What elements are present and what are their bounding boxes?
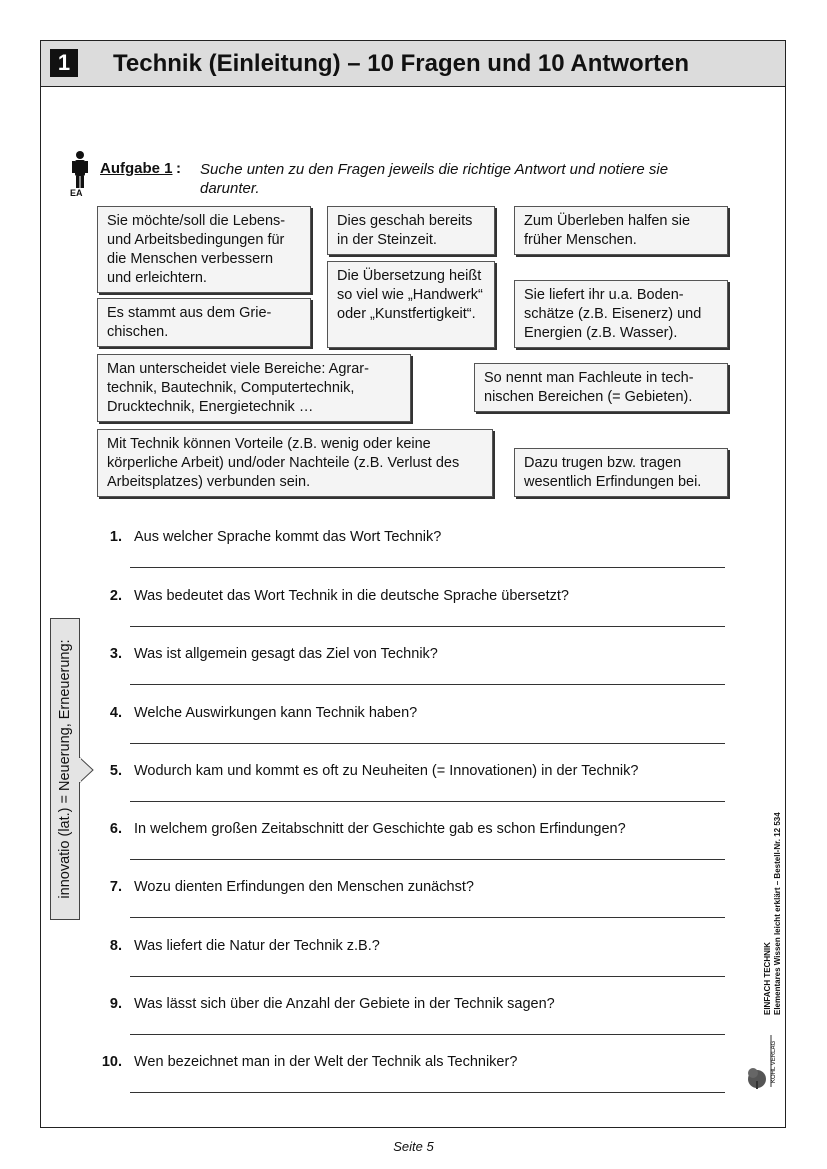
side-note-text: innovatio (lat.) = Neuerung, Erneuerung: [57, 639, 73, 899]
question-number: 10. [101, 1054, 122, 1070]
question-text: Was bedeutet das Wort Technik in die deutsche Sprache übersetzt? [134, 588, 569, 604]
pointer-arrow-icon [79, 757, 95, 783]
question-text: In welchem großen Zeitabschnitt der Geschichte gab es schon Erfindungen? [134, 821, 626, 837]
question-text: Aus welcher Sprache kommt das Wort Technik? [134, 529, 442, 545]
page-frame [40, 40, 786, 1128]
answer-line[interactable] [130, 976, 725, 977]
question-text: Wen bezeichnet man in der Welt der Technik als Techniker? [134, 1054, 518, 1070]
question-number: 9. [109, 996, 122, 1012]
publisher-logo-icon [745, 1025, 781, 1091]
question-number: 7. [109, 879, 122, 895]
answer-line[interactable] [130, 917, 725, 918]
question-number: 8. [109, 938, 122, 954]
question-number: 4. [109, 705, 122, 721]
answer-box: Zum Überleben halfen sie früher Menschen. [514, 206, 728, 255]
question-text: Was lässt sich über die Anzahl der Gebiete in der Technik sagen? [134, 996, 555, 1012]
answer-box: Dies geschah bereits in der Steinzeit. [327, 206, 495, 255]
question-text: Was ist allgemein gesagt das Ziel von Technik? [134, 646, 438, 662]
question-number: 3. [109, 646, 122, 662]
logo-text: KOHL VERLAG [771, 1040, 777, 1083]
question-text: Wozu dienten Erfindungen den Menschen zunächst? [134, 879, 474, 895]
task-label: Aufgabe 1 [100, 160, 173, 177]
answer-box: Es stammt aus dem Grie-chischen. [97, 298, 311, 347]
reference-line-2: Elementares Wissen leicht erklärt – Bestell-Nr. 12 534 [773, 812, 782, 1015]
reference-line-1: EINFACH TECHNIK [763, 942, 772, 1015]
task-number: 1 [50, 49, 78, 77]
answer-box: Mit Technik können Vorteile (z.B. wenig oder keine körperliche Arbeit) und/oder Nachteile (z.B. Verlust des Arbeitsplatzes) verbunden sein. [97, 429, 493, 497]
question-number: 2. [109, 588, 122, 604]
answer-line[interactable] [130, 801, 725, 802]
ea-badge: EA [70, 188, 83, 198]
question-text: Wodurch kam und kommt es oft zu Neuheiten (= Innovationen) in der Technik? [134, 763, 639, 779]
task-instruction: Suche unten zu den Fragen jeweils die richtige Antwort und notiere sie darunter. [200, 161, 669, 197]
answer-line[interactable] [130, 1092, 725, 1093]
question-number: 5. [109, 763, 122, 779]
question-text: Was liefert die Natur der Technik z.B.? [134, 938, 380, 954]
question-number: 1. [109, 529, 122, 545]
answer-line[interactable] [130, 684, 725, 685]
answer-line[interactable] [130, 859, 725, 860]
order-reference [763, 812, 783, 1015]
page-number: Seite 5 [393, 1139, 434, 1154]
answer-box: Sie liefert ihr u.a. Boden-schätze (z.B. Eisenerz) und Energien (z.B. Wasser). [514, 280, 728, 348]
answer-box: Sie möchte/soll die Lebens- und Arbeitsbedingungen für die Menschen verbessern und erleichtern. [97, 206, 311, 293]
page-title: Technik (Einleitung) – 10 Fragen und 10 Antworten [113, 50, 690, 77]
question-number: 6. [109, 821, 122, 837]
answer-line[interactable] [130, 1034, 725, 1035]
answer-box: So nennt man Fachleute in tech-nischen Bereichen (= Gebieten). [474, 363, 728, 412]
question-text: Welche Auswirkungen kann Technik haben? [134, 705, 418, 721]
answer-box: Die Übersetzung heißt so viel wie „Handwerk“ oder „Kunstfertigkeit“. [327, 261, 495, 348]
answer-line[interactable] [130, 567, 725, 568]
answer-line[interactable] [130, 626, 725, 627]
task-colon: : [176, 160, 181, 177]
answer-line[interactable] [130, 743, 725, 744]
answer-box: Man unterscheidet viele Bereiche: Agrar-technik, Bautechnik, Computertechnik, Drucktechnik, Energietechnik … [97, 354, 411, 422]
answer-box: Dazu trugen bzw. tragen wesentlich Erfindungen bei. [514, 448, 728, 497]
